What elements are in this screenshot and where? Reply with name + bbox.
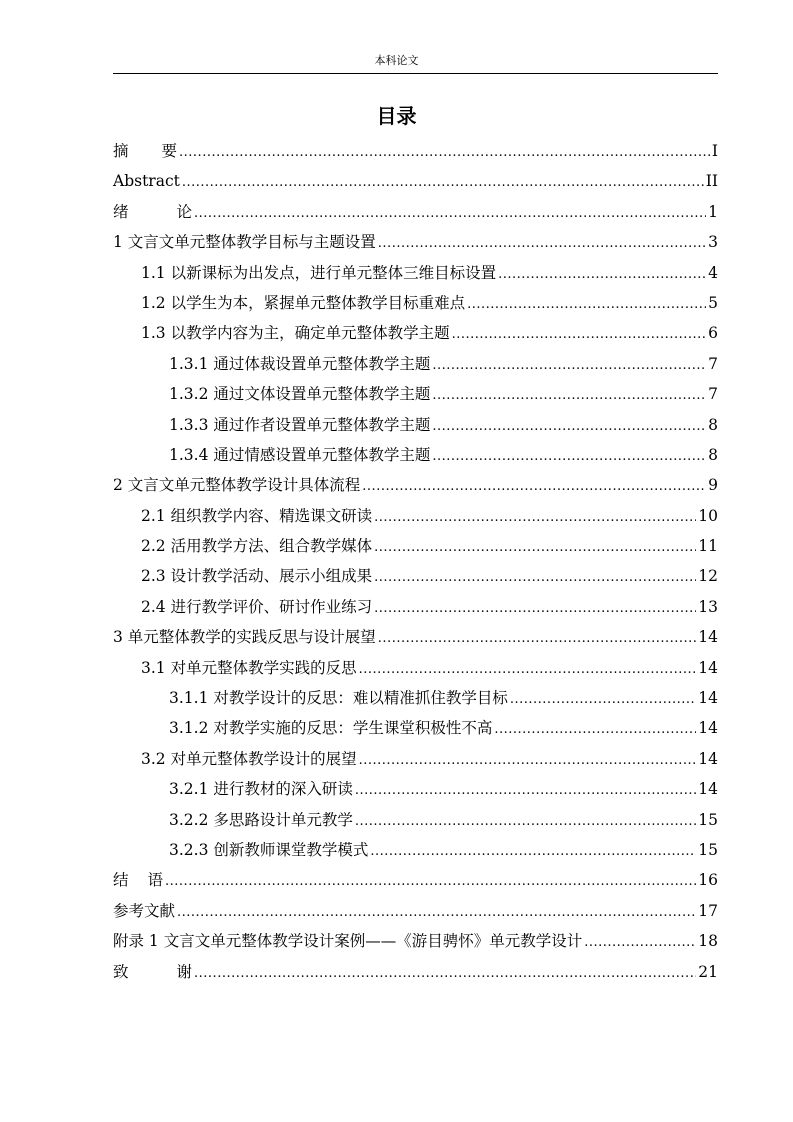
toc-entry[interactable] bbox=[113, 531, 718, 561]
toc-dot-leader bbox=[355, 776, 696, 806]
toc-entry[interactable] bbox=[113, 258, 718, 288]
toc-entry-label: 附录 1 文言文单元整体教学设计案例——《游目骋怀》单元教学设计 bbox=[113, 932, 583, 951]
toc-dot-leader bbox=[498, 260, 706, 290]
toc-dot-leader bbox=[165, 867, 696, 897]
toc-entry-label: 3.1 对单元整体教学实践的反思 bbox=[141, 658, 357, 677]
toc-entry[interactable] bbox=[113, 288, 718, 318]
toc-entry[interactable] bbox=[113, 744, 718, 774]
toc-entry-label: 3.2.2 多思路设计单元教学 bbox=[169, 810, 353, 829]
toc-entry-label: 1.3.2 通过文体设置单元整体教学主题 bbox=[169, 385, 431, 404]
toc-dot-leader bbox=[494, 715, 696, 745]
toc-dot-leader bbox=[362, 472, 706, 502]
toc-entry[interactable] bbox=[113, 197, 718, 227]
toc-entry-page-number: 7 bbox=[708, 354, 718, 373]
toc-entry-page-number: 18 bbox=[698, 932, 718, 951]
toc-entry-label: 2.4 进行教学评价、研讨作业练习 bbox=[141, 597, 373, 616]
toc-entry-page-number: 8 bbox=[708, 415, 718, 434]
toc-dot-leader bbox=[194, 959, 696, 989]
toc-entry-page-number: 1 bbox=[708, 202, 718, 221]
toc-entry[interactable] bbox=[113, 713, 718, 743]
toc-dot-leader bbox=[182, 168, 704, 198]
toc-dot-leader bbox=[359, 655, 697, 685]
toc-entry-label: 3.1.1 对教学设计的反思：难以精准抓住教学目标 bbox=[169, 689, 508, 708]
toc-entry-label: 绪论 bbox=[113, 202, 193, 221]
toc-entry-label: 1.3.4 通过情感设置单元整体教学主题 bbox=[169, 445, 431, 464]
toc-entry-page-number: 13 bbox=[698, 597, 718, 616]
toc-entry[interactable] bbox=[113, 561, 718, 591]
toc-dot-leader bbox=[432, 442, 706, 472]
toc-entry[interactable] bbox=[113, 835, 718, 865]
toc-entry[interactable] bbox=[113, 683, 718, 713]
toc-dot-leader bbox=[359, 746, 697, 776]
toc-entry-label: 结语 bbox=[113, 871, 164, 890]
toc-dot-leader bbox=[452, 320, 707, 350]
toc-dot-leader bbox=[370, 837, 696, 867]
toc-entry-label: 1.3.3 通过作者设置单元整体教学主题 bbox=[169, 415, 431, 434]
toc-entry[interactable] bbox=[113, 166, 718, 196]
toc-dot-leader bbox=[378, 229, 706, 259]
toc-entry[interactable] bbox=[113, 136, 718, 166]
toc-dot-leader bbox=[584, 928, 696, 958]
toc-entry-label: 1.3 以教学内容为主，确定单元整体教学主题 bbox=[141, 324, 450, 343]
toc-entry-page-number: 14 bbox=[698, 719, 718, 738]
toc-entry[interactable] bbox=[113, 896, 718, 926]
toc-dot-leader bbox=[177, 898, 696, 928]
toc-dot-leader bbox=[510, 685, 696, 715]
toc-entry-label: 3.2.3 创新教师课堂教学模式 bbox=[169, 840, 369, 859]
toc-entry-label: 1 文言文单元整体教学目标与主题设置 bbox=[113, 233, 376, 252]
toc-entry-page-number: 14 bbox=[698, 628, 718, 647]
toc-entry-label: 2 文言文单元整体教学设计具体流程 bbox=[113, 476, 361, 495]
toc-entry[interactable] bbox=[113, 410, 718, 440]
toc-dot-leader bbox=[432, 351, 706, 381]
toc-entry[interactable] bbox=[113, 227, 718, 257]
toc-dot-leader bbox=[374, 533, 696, 563]
toc-entry[interactable] bbox=[113, 653, 718, 683]
toc-entry-label: 致谢 bbox=[113, 962, 193, 981]
toc-entry-page-number: 17 bbox=[698, 901, 718, 920]
toc-entry-page-number: 10 bbox=[698, 506, 718, 525]
toc-entry[interactable] bbox=[113, 592, 718, 622]
toc-entry-page-number: II bbox=[705, 172, 718, 191]
toc-entry[interactable] bbox=[113, 318, 718, 348]
toc-dot-leader bbox=[355, 807, 696, 837]
running-header: 本科论文 bbox=[374, 54, 419, 67]
toc-entry-page-number: 8 bbox=[708, 445, 718, 464]
toc-entry-page-number: 7 bbox=[708, 385, 718, 404]
toc-dot-leader bbox=[432, 412, 706, 442]
toc-entry-page-number: I bbox=[711, 142, 718, 160]
toc-entry[interactable] bbox=[113, 440, 718, 470]
toc-dot-leader bbox=[432, 381, 706, 411]
table-of-contents bbox=[113, 136, 718, 987]
toc-entry[interactable] bbox=[113, 957, 718, 987]
toc-entry-label: 参考文献 bbox=[113, 901, 176, 920]
toc-entry[interactable] bbox=[113, 805, 718, 835]
toc-entry-label: 1.1 以新课标为出发点，进行单元整体三维目标设置 bbox=[141, 263, 497, 282]
toc-entry-page-number: 14 bbox=[698, 749, 718, 768]
toc-entry-label: 1.2 以学生为本，紧握单元整体教学目标重难点 bbox=[141, 293, 466, 312]
toc-entry[interactable] bbox=[113, 865, 718, 895]
toc-entry-label: 摘要 bbox=[113, 142, 178, 160]
toc-entry-label: 1.3.1 通过体裁设置单元整体教学主题 bbox=[169, 354, 431, 373]
toc-entry-page-number: 11 bbox=[698, 537, 718, 556]
toc-entry-page-number: 9 bbox=[708, 476, 718, 495]
toc-entry[interactable] bbox=[113, 501, 718, 531]
toc-dot-leader bbox=[374, 563, 696, 593]
toc-entry[interactable] bbox=[113, 774, 718, 804]
toc-entry-page-number: 15 bbox=[698, 810, 718, 829]
toc-entry-page-number: 3 bbox=[708, 233, 718, 252]
toc-entry-page-number: 15 bbox=[698, 840, 718, 859]
toc-dot-leader bbox=[179, 138, 710, 168]
page-title: 目录 bbox=[376, 104, 417, 128]
toc-entry-label: 3.2.1 进行教材的深入研读 bbox=[169, 780, 353, 799]
toc-entry-page-number: 12 bbox=[698, 567, 718, 586]
toc-entry-page-number: 4 bbox=[708, 263, 718, 282]
toc-entry-label: 2.2 活用教学方法、组合教学媒体 bbox=[141, 537, 373, 556]
toc-entry-page-number: 14 bbox=[698, 658, 718, 677]
toc-dot-leader bbox=[467, 290, 706, 320]
toc-entry-label: 2.1 组织教学内容、精选课文研读 bbox=[141, 506, 373, 525]
toc-entry[interactable] bbox=[113, 470, 718, 500]
toc-entry-label: Abstract bbox=[113, 172, 180, 191]
toc-entry-page-number: 5 bbox=[708, 293, 718, 312]
toc-entry-label: 3 单元整体教学的实践反思与设计展望 bbox=[113, 628, 376, 647]
toc-dot-leader bbox=[374, 503, 696, 533]
toc-entry-page-number: 21 bbox=[698, 962, 718, 981]
toc-dot-leader bbox=[374, 594, 696, 624]
toc-entry-page-number: 14 bbox=[698, 689, 718, 708]
toc-entry-label: 2.3 设计教学活动、展示小组成果 bbox=[141, 567, 373, 586]
toc-dot-leader bbox=[194, 199, 706, 229]
toc-entry[interactable] bbox=[113, 622, 718, 652]
toc-entry[interactable] bbox=[113, 349, 718, 379]
toc-entry[interactable] bbox=[113, 926, 718, 956]
toc-entry-label: 3.1.2 对教学实施的反思：学生课堂积极性不高 bbox=[169, 719, 493, 738]
toc-entry-page-number: 14 bbox=[698, 780, 718, 799]
toc-dot-leader bbox=[378, 624, 696, 654]
toc-entry[interactable] bbox=[113, 379, 718, 409]
header-divider bbox=[113, 73, 718, 74]
toc-entry-page-number: 16 bbox=[698, 871, 718, 890]
toc-entry-label: 3.2 对单元整体教学设计的展望 bbox=[141, 749, 357, 768]
toc-entry-page-number: 6 bbox=[708, 324, 718, 343]
